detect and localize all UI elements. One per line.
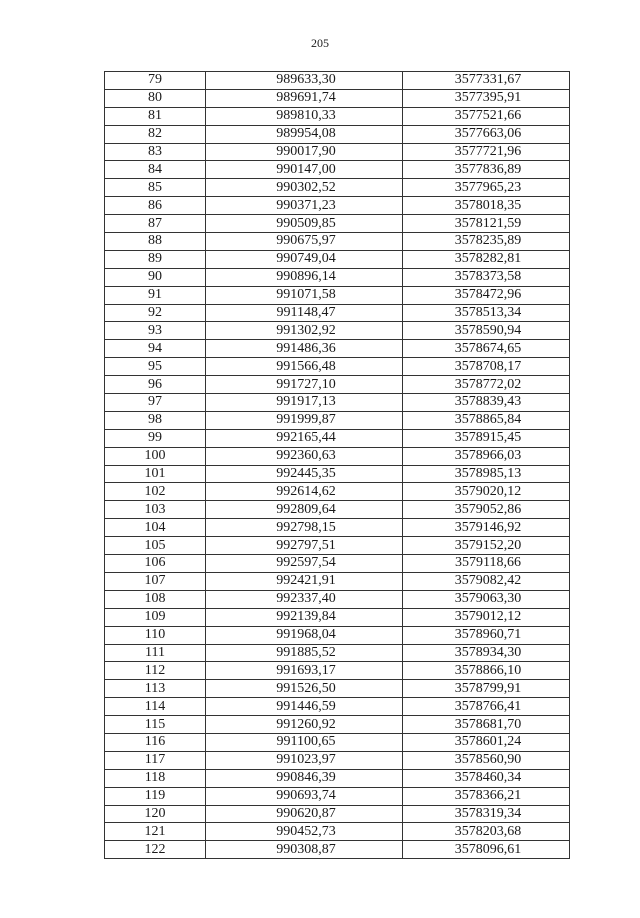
x-coordinate-cell: 992597,54 bbox=[206, 555, 403, 573]
table-row bbox=[105, 608, 570, 626]
table-row bbox=[105, 358, 570, 376]
point-number-cell: 113 bbox=[105, 680, 206, 698]
y-coordinate-cell: 3578772,02 bbox=[403, 376, 570, 394]
x-coordinate-cell: 990896,14 bbox=[206, 268, 403, 286]
table-row bbox=[105, 286, 570, 304]
x-coordinate-cell: 990371,23 bbox=[206, 197, 403, 215]
point-number-cell: 102 bbox=[105, 483, 206, 501]
x-coordinate-cell: 991968,04 bbox=[206, 626, 403, 644]
y-coordinate-cell: 3578282,81 bbox=[403, 250, 570, 268]
y-coordinate-cell: 3577965,23 bbox=[403, 179, 570, 197]
x-coordinate-cell: 992445,35 bbox=[206, 465, 403, 483]
x-coordinate-cell: 989810,33 bbox=[206, 107, 403, 125]
x-coordinate-cell: 991260,92 bbox=[206, 716, 403, 734]
table-row bbox=[105, 716, 570, 734]
y-coordinate-cell: 3578865,84 bbox=[403, 411, 570, 429]
x-coordinate-cell: 989691,74 bbox=[206, 89, 403, 107]
x-coordinate-cell: 991999,87 bbox=[206, 411, 403, 429]
point-number-cell: 118 bbox=[105, 769, 206, 787]
x-coordinate-cell: 991148,47 bbox=[206, 304, 403, 322]
point-number-cell: 111 bbox=[105, 644, 206, 662]
y-coordinate-cell: 3578681,70 bbox=[403, 716, 570, 734]
x-coordinate-cell: 992809,64 bbox=[206, 501, 403, 519]
table-row bbox=[105, 215, 570, 233]
y-coordinate-cell: 3579063,30 bbox=[403, 590, 570, 608]
table-row bbox=[105, 572, 570, 590]
point-number-cell: 87 bbox=[105, 215, 206, 233]
y-coordinate-cell: 3579082,42 bbox=[403, 572, 570, 590]
point-number-cell: 91 bbox=[105, 286, 206, 304]
y-coordinate-cell: 3578960,71 bbox=[403, 626, 570, 644]
table-row bbox=[105, 537, 570, 555]
y-coordinate-cell: 3577395,91 bbox=[403, 89, 570, 107]
y-coordinate-cell: 3578766,41 bbox=[403, 698, 570, 716]
x-coordinate-cell: 991023,97 bbox=[206, 751, 403, 769]
point-number-cell: 122 bbox=[105, 841, 206, 859]
x-coordinate-cell: 992165,44 bbox=[206, 429, 403, 447]
table-row bbox=[105, 447, 570, 465]
table-row bbox=[105, 268, 570, 286]
table-row bbox=[105, 823, 570, 841]
y-coordinate-cell: 3578460,34 bbox=[403, 769, 570, 787]
y-coordinate-cell: 3579118,66 bbox=[403, 555, 570, 573]
x-coordinate-cell: 991727,10 bbox=[206, 376, 403, 394]
table-row bbox=[105, 501, 570, 519]
table-row bbox=[105, 787, 570, 805]
point-number-cell: 79 bbox=[105, 72, 206, 90]
point-number-cell: 117 bbox=[105, 751, 206, 769]
y-coordinate-cell: 3578601,24 bbox=[403, 733, 570, 751]
point-number-cell: 105 bbox=[105, 537, 206, 555]
x-coordinate-cell: 991566,48 bbox=[206, 358, 403, 376]
y-coordinate-cell: 3578966,03 bbox=[403, 447, 570, 465]
point-number-cell: 108 bbox=[105, 590, 206, 608]
point-number-cell: 116 bbox=[105, 733, 206, 751]
y-coordinate-cell: 3578915,45 bbox=[403, 429, 570, 447]
x-coordinate-cell: 991885,52 bbox=[206, 644, 403, 662]
table-row bbox=[105, 179, 570, 197]
y-coordinate-cell: 3578674,65 bbox=[403, 340, 570, 358]
x-coordinate-cell: 990846,39 bbox=[206, 769, 403, 787]
point-number-cell: 100 bbox=[105, 447, 206, 465]
coordinates-table bbox=[104, 71, 570, 859]
point-number-cell: 104 bbox=[105, 519, 206, 537]
y-coordinate-cell: 3578018,35 bbox=[403, 197, 570, 215]
y-coordinate-cell: 3578319,34 bbox=[403, 805, 570, 823]
x-coordinate-cell: 992337,40 bbox=[206, 590, 403, 608]
y-coordinate-cell: 3578839,43 bbox=[403, 394, 570, 412]
x-coordinate-cell: 990302,52 bbox=[206, 179, 403, 197]
y-coordinate-cell: 3578866,10 bbox=[403, 662, 570, 680]
y-coordinate-cell: 3578096,61 bbox=[403, 841, 570, 859]
y-coordinate-cell: 3578235,89 bbox=[403, 233, 570, 251]
x-coordinate-cell: 990693,74 bbox=[206, 787, 403, 805]
point-number-cell: 119 bbox=[105, 787, 206, 805]
table-row bbox=[105, 751, 570, 769]
y-coordinate-cell: 3578590,94 bbox=[403, 322, 570, 340]
x-coordinate-cell: 991917,13 bbox=[206, 394, 403, 412]
y-coordinate-cell: 3578366,21 bbox=[403, 787, 570, 805]
point-number-cell: 82 bbox=[105, 125, 206, 143]
table-row bbox=[105, 161, 570, 179]
x-coordinate-cell: 992797,51 bbox=[206, 537, 403, 555]
x-coordinate-cell: 991100,65 bbox=[206, 733, 403, 751]
table-row bbox=[105, 72, 570, 90]
point-number-cell: 120 bbox=[105, 805, 206, 823]
table-row bbox=[105, 197, 570, 215]
x-coordinate-cell: 991446,59 bbox=[206, 698, 403, 716]
table-row bbox=[105, 555, 570, 573]
table-row bbox=[105, 322, 570, 340]
table-row bbox=[105, 644, 570, 662]
y-coordinate-cell: 3577836,89 bbox=[403, 161, 570, 179]
point-number-cell: 121 bbox=[105, 823, 206, 841]
point-number-cell: 95 bbox=[105, 358, 206, 376]
point-number-cell: 84 bbox=[105, 161, 206, 179]
point-number-cell: 98 bbox=[105, 411, 206, 429]
table-row bbox=[105, 769, 570, 787]
point-number-cell: 115 bbox=[105, 716, 206, 734]
table-row bbox=[105, 107, 570, 125]
x-coordinate-cell: 991486,36 bbox=[206, 340, 403, 358]
x-coordinate-cell: 991526,50 bbox=[206, 680, 403, 698]
point-number-cell: 94 bbox=[105, 340, 206, 358]
table-row bbox=[105, 411, 570, 429]
x-coordinate-cell: 990017,90 bbox=[206, 143, 403, 161]
y-coordinate-cell: 3578799,91 bbox=[403, 680, 570, 698]
y-coordinate-cell: 3578985,13 bbox=[403, 465, 570, 483]
point-number-cell: 110 bbox=[105, 626, 206, 644]
x-coordinate-cell: 992360,63 bbox=[206, 447, 403, 465]
y-coordinate-cell: 3577721,96 bbox=[403, 143, 570, 161]
table-row bbox=[105, 465, 570, 483]
y-coordinate-cell: 3577331,67 bbox=[403, 72, 570, 90]
x-coordinate-cell: 990308,87 bbox=[206, 841, 403, 859]
y-coordinate-cell: 3578934,30 bbox=[403, 644, 570, 662]
table-row bbox=[105, 394, 570, 412]
point-number-cell: 81 bbox=[105, 107, 206, 125]
point-number-cell: 83 bbox=[105, 143, 206, 161]
point-number-cell: 96 bbox=[105, 376, 206, 394]
y-coordinate-cell: 3578472,96 bbox=[403, 286, 570, 304]
y-coordinate-cell: 3578513,34 bbox=[403, 304, 570, 322]
point-number-cell: 109 bbox=[105, 608, 206, 626]
page-number: 205 bbox=[311, 36, 329, 50]
point-number-cell: 92 bbox=[105, 304, 206, 322]
table-row bbox=[105, 680, 570, 698]
table-row bbox=[105, 125, 570, 143]
point-number-cell: 93 bbox=[105, 322, 206, 340]
x-coordinate-cell: 990675,97 bbox=[206, 233, 403, 251]
y-coordinate-cell: 3577521,66 bbox=[403, 107, 570, 125]
x-coordinate-cell: 990147,00 bbox=[206, 161, 403, 179]
x-coordinate-cell: 990509,85 bbox=[206, 215, 403, 233]
table-row bbox=[105, 626, 570, 644]
point-number-cell: 112 bbox=[105, 662, 206, 680]
y-coordinate-cell: 3579152,20 bbox=[403, 537, 570, 555]
point-number-cell: 106 bbox=[105, 555, 206, 573]
point-number-cell: 114 bbox=[105, 698, 206, 716]
point-number-cell: 99 bbox=[105, 429, 206, 447]
table-row bbox=[105, 662, 570, 680]
y-coordinate-cell: 3579020,12 bbox=[403, 483, 570, 501]
x-coordinate-cell: 991071,58 bbox=[206, 286, 403, 304]
table-row bbox=[105, 590, 570, 608]
table-row bbox=[105, 376, 570, 394]
y-coordinate-cell: 3577663,06 bbox=[403, 125, 570, 143]
x-coordinate-cell: 992421,91 bbox=[206, 572, 403, 590]
y-coordinate-cell: 3579146,92 bbox=[403, 519, 570, 537]
y-coordinate-cell: 3578203,68 bbox=[403, 823, 570, 841]
table-row bbox=[105, 698, 570, 716]
y-coordinate-cell: 3578373,58 bbox=[403, 268, 570, 286]
point-number-cell: 85 bbox=[105, 179, 206, 197]
x-coordinate-cell: 991302,92 bbox=[206, 322, 403, 340]
x-coordinate-cell: 989633,30 bbox=[206, 72, 403, 90]
y-coordinate-cell: 3579052,86 bbox=[403, 501, 570, 519]
x-coordinate-cell: 992798,15 bbox=[206, 519, 403, 537]
y-coordinate-cell: 3578121,59 bbox=[403, 215, 570, 233]
table-row bbox=[105, 340, 570, 358]
x-coordinate-cell: 992139,84 bbox=[206, 608, 403, 626]
point-number-cell: 80 bbox=[105, 89, 206, 107]
table-row bbox=[105, 429, 570, 447]
x-coordinate-cell: 992614,62 bbox=[206, 483, 403, 501]
table-row bbox=[105, 250, 570, 268]
table-row bbox=[105, 143, 570, 161]
x-coordinate-cell: 990620,87 bbox=[206, 805, 403, 823]
point-number-cell: 107 bbox=[105, 572, 206, 590]
point-number-cell: 89 bbox=[105, 250, 206, 268]
table-row bbox=[105, 233, 570, 251]
table-row bbox=[105, 519, 570, 537]
y-coordinate-cell: 3578560,90 bbox=[403, 751, 570, 769]
x-coordinate-cell: 991693,17 bbox=[206, 662, 403, 680]
y-coordinate-cell: 3579012,12 bbox=[403, 608, 570, 626]
table-row bbox=[105, 805, 570, 823]
table-row bbox=[105, 841, 570, 859]
x-coordinate-cell: 989954,08 bbox=[206, 125, 403, 143]
point-number-cell: 103 bbox=[105, 501, 206, 519]
table-row bbox=[105, 733, 570, 751]
point-number-cell: 101 bbox=[105, 465, 206, 483]
table-row bbox=[105, 89, 570, 107]
x-coordinate-cell: 990749,04 bbox=[206, 250, 403, 268]
table-row bbox=[105, 483, 570, 501]
y-coordinate-cell: 3578708,17 bbox=[403, 358, 570, 376]
x-coordinate-cell: 990452,73 bbox=[206, 823, 403, 841]
coordinates-table-body bbox=[105, 72, 570, 859]
table-row bbox=[105, 304, 570, 322]
point-number-cell: 88 bbox=[105, 233, 206, 251]
point-number-cell: 86 bbox=[105, 197, 206, 215]
point-number-cell: 97 bbox=[105, 394, 206, 412]
point-number-cell: 90 bbox=[105, 268, 206, 286]
